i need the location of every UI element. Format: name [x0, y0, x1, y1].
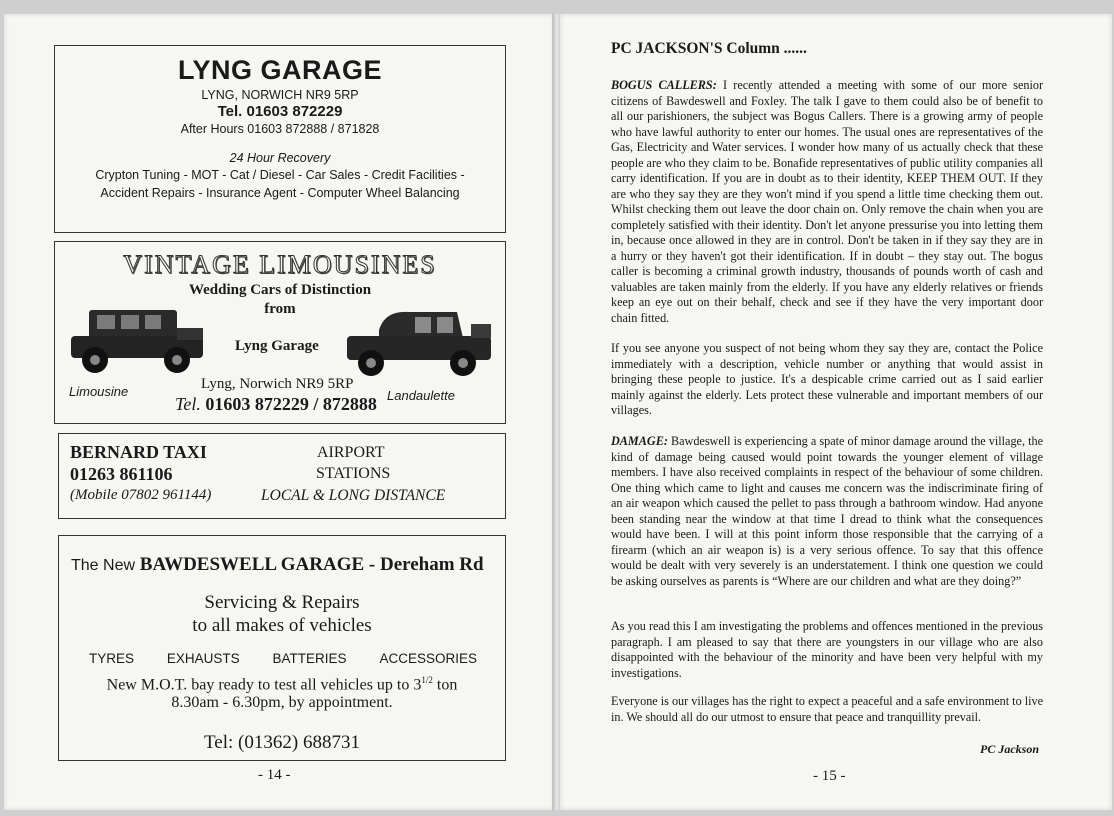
taxi-mobile: (Mobile 07802 961144)	[70, 487, 212, 503]
investigation-paragraph: As you read this I am investigating the problems and offences mentioned in the previous paragraph. I am pleased to say that there are youngsters in our village who are also disappointed with the behaviour of the minority and have been very helpful with my investigations.	[611, 619, 1043, 680]
landaulette-car-illustration	[339, 308, 495, 380]
bawdeswell-item: BATTERIES	[272, 651, 347, 666]
bawdeswell-title	[71, 554, 484, 576]
bawdeswell-servicing: Servicing & Repairs	[204, 592, 360, 613]
bawdeswell-item: EXHAUSTS	[166, 651, 240, 666]
bawdeswell-hours: 8.30am - 6.30pm, by appointment.	[171, 694, 393, 711]
bawdeswell-title-prefix: The New	[71, 557, 136, 574]
signature: PC Jackson	[980, 742, 1040, 756]
vintage-limousines-ad	[54, 241, 506, 424]
vintage-address: Lyng, Norwich NR9 5RP	[201, 376, 354, 392]
damage-paragraph	[611, 434, 1043, 589]
taxi-airport: AIRPORT	[317, 444, 385, 461]
bawdeswell-garage-ad	[58, 535, 506, 761]
limousine-car-illustration	[67, 304, 207, 376]
lyng-garage-address: LYNG, NORWICH NR9 5RP	[201, 88, 359, 102]
vintage-title: VINTAGE LIMOUSINES	[123, 250, 437, 279]
page-number-left: - 14 -	[258, 767, 291, 783]
bawdeswell-item: TYRES	[89, 651, 135, 666]
taxi-distance: LOCAL & LONG DISTANCE	[261, 487, 446, 504]
bawdeswell-item: ACCESSORIES	[379, 651, 477, 666]
bawdeswell-tel: Tel: (01362) 688731	[204, 732, 360, 753]
bawdeswell-mot-sup: 1/2	[421, 675, 433, 685]
bawdeswell-makes: to all makes of vehicles	[192, 615, 372, 636]
limousine-caption: Limousine	[69, 384, 129, 399]
damage-heading: DAMAGE:	[611, 434, 668, 448]
lyng-garage-ad	[54, 45, 506, 233]
landaulette-caption: Landaulette	[387, 388, 455, 403]
damage-body: Bawdeswell is experiencing a spate of minor damage around the village, the kind of damage being caused would point towards the younger element of village members. I have also received complaints in respect of the behaviour of some children. One thing which came to light and causes me concern was the indiscriminate firing of an air weapon which caused the pellet to pass through a bathroom window. Had anyone been standing near the window at that time I dread to think what the consequences would have been. I will at this point inform those responsible that the carrying of a firearm (which an air weapon is) is a very serious offence. To say that this offence would be dealt with very severely is an understatement. I think one question we could be asking ourselves as parents is “Where are our children and what are they doing?”	[611, 434, 1043, 588]
vintage-tel-numbers: 01603 872229 / 872888	[205, 394, 377, 414]
bogus-callers-body: I recently attended a meeting with some of our more senior citizens of Bawdeswell and Foxley. The talk I gave to them could also be of benefit to all our parishioners, the subject was Bogus Callers. There is a growing army of people who have lawful authority to enter our homes. The usual ones are representatives of the Gas, Electricity and Water services. I wonder how many of us actually check that these people are who they claim to be. Bonafide representatives of public utility companies all carry identification. If you are in doubt as to their identity, KEEP THEM OUT. If they are who they say they are they won't mind if you spend a little time checking them out. Whilst checking them out leave the door chain on. Only remove the chain when you are completely satisfied with their identity. Don't let anyone pressurise you into letting them in, because once allowed in they are in control. Don't be taken in if they say they are in a hurry or they haven't got their identification. If in doubt – they stay out. The bogus caller is becoming a criminal growth industry, thousands of pounds worth of cash and valuables are taken mainly from the elderly. If you have any elderly relatives or friends keep an eye out on their behalf, check and see if they have the very important door chain fitted.	[611, 78, 1044, 325]
bawdeswell-mot	[59, 675, 505, 694]
lyng-garage-recovery: 24 Hour Recovery	[229, 151, 331, 165]
lyng-garage-services-2: Accident Repairs - Insurance Agent - Computer Wheel Balancing	[100, 186, 460, 200]
vintage-garage-name: Lyng Garage	[235, 338, 319, 354]
taxi-stations: STATIONS	[316, 465, 391, 482]
page-number-right: - 15 -	[813, 768, 846, 784]
bernard-taxi-ad	[58, 433, 506, 519]
taxi-phone: 01263 861106	[70, 464, 173, 484]
lyng-garage-tel: Tel. 01603 872229	[217, 103, 343, 120]
vintage-tel	[175, 394, 377, 415]
bawdeswell-title-main: BAWDESWELL GARAGE - Dereham Rd	[139, 554, 484, 575]
vintage-subtitle: Wedding Cars of Distinction	[188, 282, 372, 298]
bawdeswell-mot-unit: ton	[436, 676, 458, 694]
closing-paragraph: Everyone is our villages has the right to expect a peaceful and a safe environment to live in. We should all do our utmost to ensure that peace and tranquillity prevail.	[611, 694, 1043, 724]
column-heading: PC JACKSON'S Column ......	[611, 40, 807, 57]
lyng-garage-after-hours: After Hours 01603 872888 / 871828	[180, 122, 380, 136]
vintage-tel-prefix: Tel.	[175, 394, 201, 414]
bawdeswell-items	[89, 651, 477, 666]
bogus-callers-heading: BOGUS CALLERS:	[611, 78, 717, 92]
bogus-callers-paragraph	[611, 78, 1043, 326]
bogus-callers-paragraph-2: If you see anyone you suspect of not being whom they say they are, contact the Police immediately with a description, vehicle number or anything that would assist in bringing these people to justice. It's a despicable crime carried out as I said earlier mainly against the elderly. Lets protect these vulnerable and important members of our villages.	[611, 341, 1043, 417]
vintage-from: from	[264, 301, 296, 317]
taxi-name: BERNARD TAXI	[70, 442, 207, 462]
lyng-garage-services-1: Crypton Tuning - MOT - Cat / Diesel - Car Sales - Credit Facilities -	[95, 168, 465, 182]
bawdeswell-mot-text: New M.O.T. bay ready to test all vehicles up to 3	[106, 676, 422, 694]
lyng-garage-title: LYNG GARAGE	[177, 55, 383, 85]
